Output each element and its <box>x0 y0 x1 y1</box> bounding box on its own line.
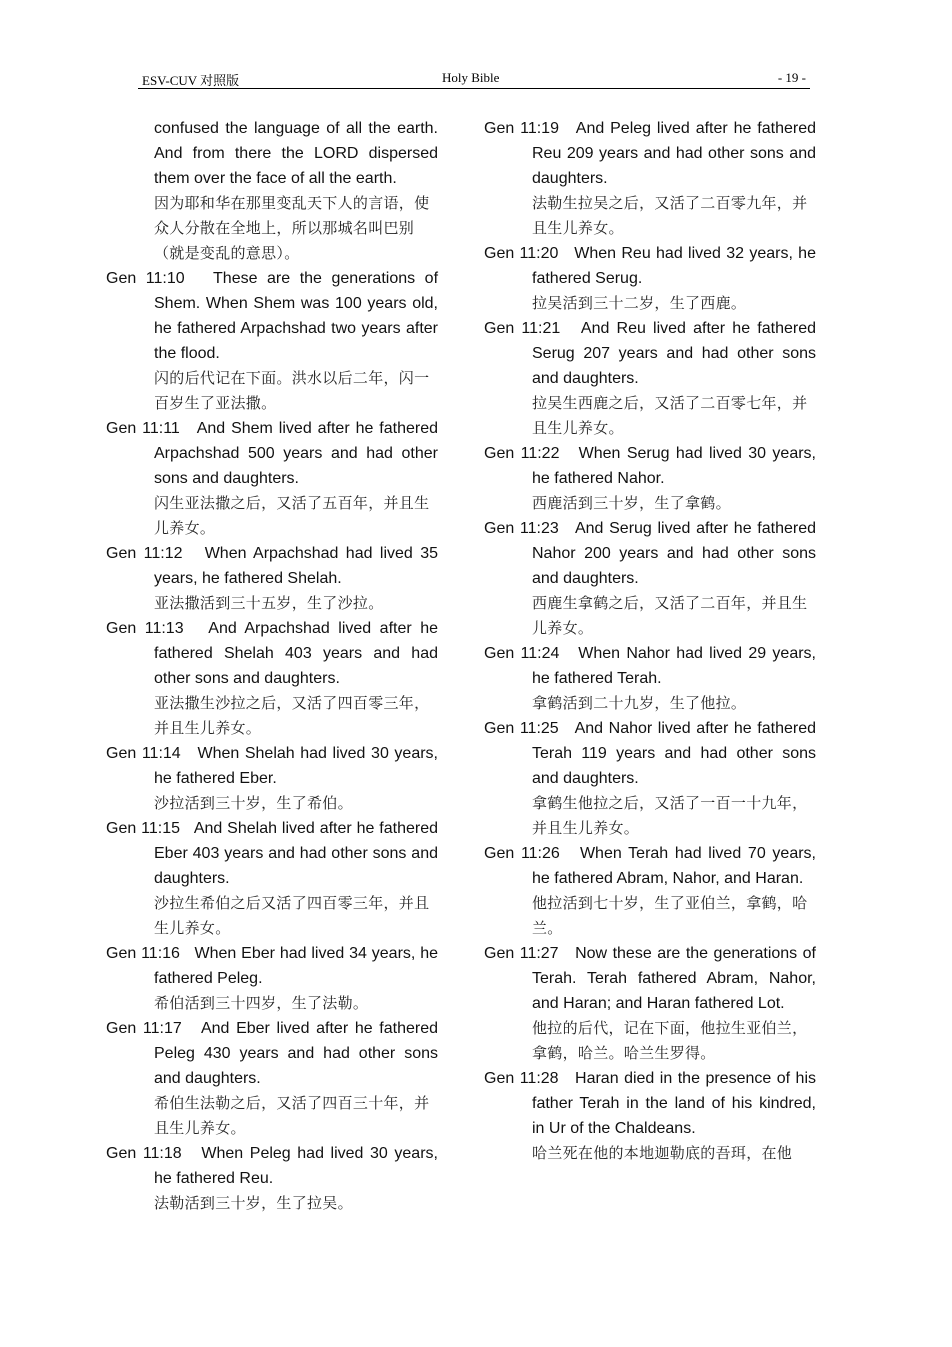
verse-chinese: 法勒活到三十岁，生了拉吴。 <box>154 1194 353 1212</box>
verse-text: And Arpachshad lived after he fathered Shelah 403 years and had other sons and daughters. <box>154 620 438 687</box>
verse-english <box>484 241 816 291</box>
verse-english <box>106 541 438 591</box>
verse-gen-11-11 <box>106 416 438 541</box>
verse-english <box>106 416 438 491</box>
verse-gen-11-22 <box>484 441 816 516</box>
verse-gen-11-14 <box>106 741 438 816</box>
verse-english <box>484 841 816 891</box>
verse-text: Haran died in the presence of his father Terah in the land of his kindred, in Ur of the Chaldeans. <box>532 1070 817 1137</box>
verse-english <box>484 116 816 191</box>
verse-reference: Gen 11:18 <box>106 1145 182 1162</box>
verse-text: When Terah had lived 70 years, he fathered Abram, Nahor, and Haran. <box>532 845 816 887</box>
verse-english <box>484 941 816 1016</box>
verse-english <box>484 516 816 591</box>
verse-english <box>484 716 816 791</box>
verse-gen-11-17 <box>106 1016 438 1141</box>
verse-gen-11-20 <box>484 241 816 316</box>
verse-reference: Gen 11:17 <box>106 1020 182 1037</box>
continued-verse-english: confused the language of all the earth. And from there the LORD dispersed them over the face of all the earth. <box>154 120 438 187</box>
verse-chinese: 闪生亚法撒之后，又活了五百年，并且生儿养女。 <box>154 494 430 537</box>
verse-chinese: 西鹿生拿鹤之后，又活了二百年，并且生儿养女。 <box>532 594 808 637</box>
verse-english <box>106 816 438 891</box>
verse-chinese: 西鹿活到三十岁，生了拿鹤。 <box>532 494 731 512</box>
header-page-number: - 19 - <box>777 70 806 85</box>
verse-english <box>484 316 816 391</box>
verse-reference: Gen 11:19 <box>484 120 559 137</box>
verse-chinese: 哈兰死在他的本地迦勒底的吾珥，在他 <box>532 1144 793 1162</box>
verse-chinese: 拉吴生西鹿之后，又活了二百零七年，并且生儿养女。 <box>532 394 808 437</box>
verse-reference: Gen 11:27 <box>484 945 559 962</box>
verse-chinese: 法勒生拉吴之后，又活了二百零九年，并且生儿养女。 <box>532 194 808 237</box>
verse-gen-11-12 <box>106 541 438 616</box>
verse-text: When Shelah had lived 30 years, he fathered Eber. <box>154 745 439 787</box>
verse-text: And Reu lived after he fathered Serug 207 years and had other sons and daughters. <box>532 320 816 387</box>
verse-chinese: 他拉活到七十岁，生了亚伯兰，拿鹤，哈兰。 <box>532 894 808 937</box>
verse-chinese: 亚法撒活到三十五岁，生了沙拉。 <box>154 594 384 612</box>
verse-text: When Serug had lived 30 years, he fathered Nahor. <box>532 445 817 487</box>
verse-gen-11-27 <box>484 941 816 1066</box>
verse-chinese: 沙拉生希伯之后又活了四百零三年，并且生儿养女。 <box>154 894 430 937</box>
verse-text: When Nahor had lived 29 years, he fathered Terah. <box>532 645 817 687</box>
verse-text: And Serug lived after he fathered Nahor 200 years and had other sons and daughters. <box>532 520 816 587</box>
verse-gen-11-25 <box>484 716 816 841</box>
verse-reference: Gen 11:10 <box>106 270 185 287</box>
verse-reference: Gen 11:25 <box>484 720 559 737</box>
verse-chinese: 希伯生法勒之后，又活了四百三十年，并且生儿养女。 <box>154 1094 430 1137</box>
verse-text: And Shem lived after he fathered Arpachshad 500 years and had other sons and daughters. <box>154 420 438 487</box>
left-column <box>106 116 438 1216</box>
verse-gen-11-19 <box>484 116 816 241</box>
verse-text: These are the generations of Shem. When Shem was 100 years old, he fathered Arpachshad two years after the flood. <box>154 270 439 362</box>
verse-english <box>106 741 438 791</box>
verse-english <box>106 941 438 991</box>
verse-text: And Eber lived after he fathered Peleg 430 years and had other sons and daughters. <box>154 1020 439 1087</box>
verse-reference: Gen 11:21 <box>484 320 561 337</box>
verse-chinese: 拉吴活到三十二岁，生了西鹿。 <box>532 294 747 312</box>
verse-chinese: 希伯活到三十四岁，生了法勒。 <box>154 994 369 1012</box>
verse-reference: Gen 11:28 <box>484 1070 559 1087</box>
verse-english <box>484 641 816 691</box>
right-column <box>484 116 816 1166</box>
verse-reference: Gen 11:23 <box>484 520 559 537</box>
verse-english <box>106 616 438 691</box>
verse-english <box>106 266 438 366</box>
verse-english <box>106 1016 438 1091</box>
verse-chinese: 亚法撒生沙拉之后，又活了四百零三年，并且生儿养女。 <box>154 694 430 737</box>
verse-gen-11-23 <box>484 516 816 641</box>
verse-english <box>484 441 816 491</box>
verse-gen-11-18 <box>106 1141 438 1216</box>
verse-gen-11-21 <box>484 316 816 441</box>
verse-chinese: 拿鹤生他拉之后，又活了一百一十九年，并且生儿养女。 <box>532 794 808 837</box>
verse-text: When Eber had lived 34 years, he fathered Peleg. <box>154 945 438 987</box>
verse-chinese: 拿鹤活到二十九岁，生了他拉。 <box>532 694 747 712</box>
verse-text: When Reu had lived 32 years, he fathered Serug. <box>532 245 816 287</box>
header-edition-title: ESV-CUV 对照版 <box>142 73 240 88</box>
verse-chinese: 闪的后代记在下面。洪水以后二年，闪一百岁生了亚法撒。 <box>154 369 430 412</box>
verse-english <box>484 1066 816 1141</box>
verse-gen-11-26 <box>484 841 816 941</box>
header-book-title: Holy Bible <box>442 70 500 85</box>
verse-chinese: 沙拉活到三十岁，生了希伯。 <box>154 794 353 812</box>
verse-text: When Arpachshad had lived 35 years, he fathered Shelah. <box>154 545 438 587</box>
page-header <box>138 68 810 89</box>
verse-gen-11-24 <box>484 641 816 716</box>
verse-reference: Gen 11:12 <box>106 545 183 562</box>
verse-reference: Gen 11:26 <box>484 845 560 862</box>
verse-chinese: 他拉的后代，记在下面，他拉生亚伯兰，拿鹤，哈兰。哈兰生罗得。 <box>532 1019 808 1062</box>
verse-reference: Gen 11:14 <box>106 745 181 762</box>
verse-text: And Shelah lived after he fathered Eber 403 years and had other sons and daughters. <box>154 820 439 887</box>
verse-gen-11-16 <box>106 941 438 1016</box>
verse-reference: Gen 11:13 <box>106 620 184 637</box>
verse-english <box>106 1141 438 1191</box>
verse-gen-11-13 <box>106 616 438 741</box>
verse-gen-11-15 <box>106 816 438 941</box>
verse-text: When Peleg had lived 30 years, he fathered Reu. <box>154 1145 438 1187</box>
continued-verse-chinese: 因为耶和华在那里变乱天下人的言语，使众人分散在全地上，所以那城名叫巴别（就是变乱的意思）。 <box>154 194 430 262</box>
verse-text: Now these are the generations of Terah. Terah fathered Abram, Nahor, and Haran; and Haran fathered Lot. <box>532 945 817 1012</box>
verse-gen-11-10 <box>106 266 438 416</box>
verse-reference: Gen 11:20 <box>484 245 559 262</box>
verse-reference: Gen 11:11 <box>106 420 180 437</box>
verse-reference: Gen 11:15 <box>106 820 180 837</box>
verse-gen-11-28 <box>484 1066 816 1166</box>
verse-reference: Gen 11:22 <box>484 445 560 462</box>
verse-text: And Nahor lived after he fathered Terah 119 years and had other sons and daughters. <box>532 720 817 787</box>
verse-reference: Gen 11:24 <box>484 645 560 662</box>
verse-text: And Peleg lived after he fathered Reu 209 years and had other sons and daughters. <box>532 120 817 187</box>
verse-reference: Gen 11:16 <box>106 945 180 962</box>
